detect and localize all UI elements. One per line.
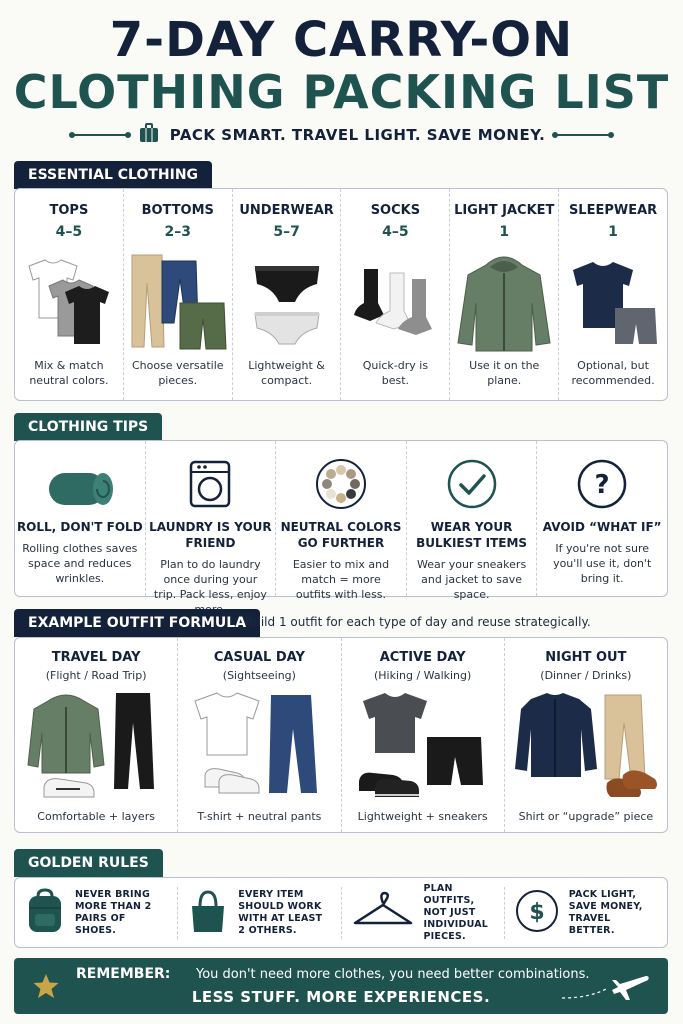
tip-roll — [15, 441, 146, 596]
tip-bulkiest — [407, 441, 538, 601]
travel-outfit-icon — [15, 688, 177, 806]
tip-body: Wear your sneakers and jacket to save space. — [416, 558, 527, 601]
tip-body: Plan to do laundry once during your trip. Pack less, enjoy — [153, 558, 267, 601]
outfit-note: Lightweight + sneakers — [357, 810, 488, 823]
item-name: UNDERWEAR — [239, 203, 334, 218]
item-note: Optional, but recommended. — [571, 359, 655, 387]
washing-machine-icon — [146, 453, 276, 515]
outfit-note: Comfortable + layers — [37, 810, 155, 823]
outfit-name: TRAVEL DAY — [51, 650, 141, 665]
item-note: Lightweight & compact. — [248, 359, 325, 387]
essential-item-sleepwear — [559, 189, 667, 400]
suitcase-icon — [138, 122, 160, 148]
airplane-icon — [560, 968, 650, 1006]
item-count: 4–5 — [382, 224, 409, 240]
active-outfit-icon — [342, 688, 504, 806]
underwear-icon — [233, 248, 341, 358]
outfit-name: CASUAL DAY — [213, 650, 305, 665]
svg-text:$: $ — [529, 899, 545, 925]
color-wheel-icon — [276, 453, 406, 515]
item-count: 5–7 — [273, 224, 300, 240]
page-title-line1: 7-DAY CARRY-ON — [109, 12, 574, 68]
item-count: 1 — [608, 224, 618, 240]
item-name: SLEEPWEAR — [568, 203, 658, 218]
clothing-tips-panel — [14, 440, 668, 601]
item-count: 1 — [499, 224, 510, 240]
socks-icon — [341, 248, 449, 358]
outfit-sub: (Flight / Road Trip) — [45, 669, 147, 682]
tip-neutral — [276, 441, 407, 601]
item-note: Use it on the plane. — [469, 359, 540, 387]
rolled-clothes-icon — [15, 453, 145, 515]
golden-rule-text: PLAN OUTFITS, NOT JUST INDIVIDUAL PIECES. — [423, 882, 489, 942]
golden-rule — [342, 882, 505, 942]
jacket-icon — [450, 248, 558, 358]
outfit-night-out — [505, 638, 667, 832]
casual-outfit-icon — [178, 688, 340, 806]
outfit-note: Shirt or “upgrade” piece — [518, 810, 654, 823]
tip-body: Easier to mix and match = more outfits with less. — [292, 558, 390, 601]
golden-rule-text: PACK LIGHT, SAVE MONEY, TRAVEL BETTER. — [568, 888, 643, 936]
backpack-icon — [25, 888, 65, 938]
tip-title: ROLL, DON'T FOLD — [16, 520, 143, 534]
svg-text:?: ? — [594, 470, 610, 500]
divider — [555, 134, 611, 136]
item-name: SOCKS — [370, 203, 421, 218]
page-title-line2: CLOTHING PACKING LIST — [13, 65, 670, 119]
remember-text: You don't need more clothes, you need better combinations. — [196, 967, 590, 982]
golden-rule-text: EVERY ITEM SHOULD WORK WITH AT LEAST 2 OTHERS. — [238, 888, 323, 936]
sleepwear-icon — [559, 248, 667, 358]
night-out-outfit-icon — [505, 688, 667, 806]
item-count: 2–3 — [164, 224, 191, 240]
section-label-golden: GOLDEN RULES — [14, 849, 163, 877]
remember-label: REMEMBER: — [76, 966, 171, 982]
pants-icon — [124, 248, 232, 358]
tip-body: Rolling clothes saves space and reduces wrinkles. — [22, 542, 138, 585]
tip-avoid — [537, 441, 667, 596]
outfit-formula-panel — [14, 637, 668, 833]
outfit-sub: (Dinner / Drinks) — [540, 669, 632, 682]
essential-item-tops — [15, 189, 124, 400]
golden-rules-panel — [14, 877, 668, 948]
essential-item-socks — [341, 189, 450, 400]
item-note: Choose versatile pieces. — [131, 359, 224, 387]
golden-rule — [178, 887, 341, 939]
tip-title: LAUNDRY IS YOUR FRIEND — [149, 520, 272, 550]
tagline-text: PACK SMART. TRAVEL LIGHT. SAVE MONEY. — [169, 126, 546, 144]
section-label-essential: ESSENTIAL CLOTHING — [14, 161, 212, 189]
essential-item-bottoms — [124, 189, 233, 400]
item-name: LIGHT JACKET — [454, 203, 555, 218]
essential-clothing-panel — [14, 188, 668, 401]
golden-rule — [505, 887, 667, 939]
outfit-travel-day — [15, 638, 178, 832]
outfit-note: T-shirt + neutral pants — [197, 810, 322, 823]
tip-title: AVOID “WHAT IF” — [542, 520, 662, 534]
hanger-icon — [352, 891, 414, 935]
golden-rule-text: NEVER BRING MORE THAN 2 PAIRS OF SHOES. — [75, 888, 152, 936]
tip-title: WEAR YOUR BULKIEST ITEMS — [416, 520, 528, 550]
item-name: TOPS — [49, 203, 89, 218]
outfit-casual-day — [178, 638, 341, 832]
essential-item-light-jacket — [450, 189, 559, 400]
outfit-subtitle: Build 1 outfit for each type of day and reuse strategically. — [245, 615, 591, 629]
outfit-sub: (Sightseeing) — [222, 669, 296, 682]
tip-title: NEUTRAL COLORS GO FURTHER — [280, 520, 402, 550]
essential-item-underwear — [233, 189, 342, 400]
handbag-icon — [188, 888, 228, 938]
section-label-outfit: EXAMPLE OUTFIT FORMULA — [14, 609, 260, 637]
section-label-tips: CLOTHING TIPS — [14, 413, 162, 441]
tip-body: If you're not sure you'll use it, don't bring it. — [553, 542, 652, 585]
remember-banner — [14, 958, 668, 1014]
tip-laundry — [146, 441, 277, 601]
divider — [72, 134, 128, 136]
outfit-active-day — [342, 638, 505, 832]
item-note: Mix & match neutral colors. — [29, 359, 109, 387]
tshirts-icon — [15, 248, 123, 358]
outfit-name: NIGHT OUT — [545, 650, 627, 665]
golden-rule — [15, 887, 178, 939]
remember-slogan: LESS STUFF. MORE EXPERIENCES. — [191, 988, 491, 1006]
question-icon — [537, 453, 667, 515]
outfit-sub: (Hiking / Walking) — [373, 669, 472, 682]
item-count: 4–5 — [55, 224, 83, 240]
outfit-name: ACTIVE DAY — [379, 650, 466, 665]
dollar-icon — [515, 889, 559, 937]
item-name: BOTTOMS — [141, 203, 214, 218]
tagline — [0, 122, 683, 148]
checkmark-icon — [407, 453, 537, 515]
item-note: Quick-dry is best. — [362, 359, 429, 387]
